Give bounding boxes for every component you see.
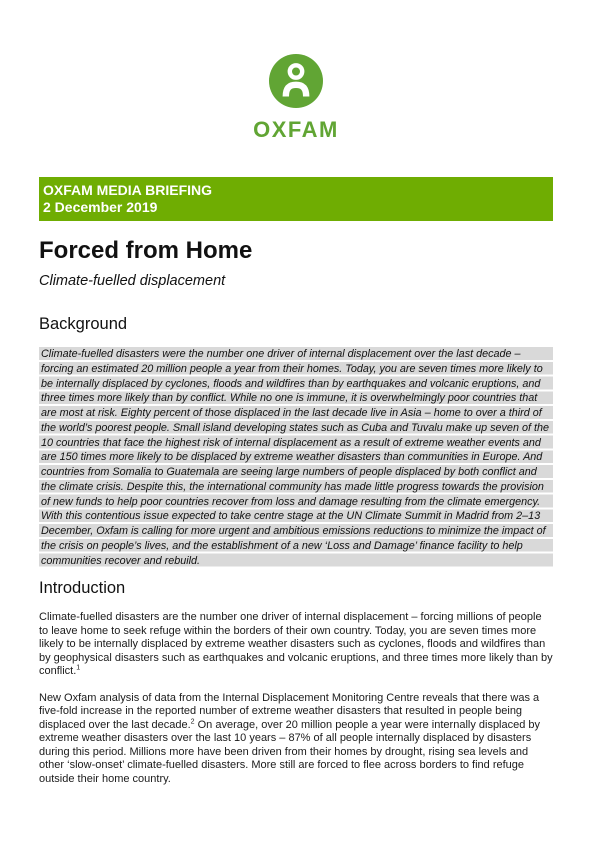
- footnote-ref-2: 2: [190, 718, 195, 726]
- introduction-paragraph-2-text-b: On average, over 20 million people a year were internally displaced by extreme weather disasters over the last 10 years – 87% of all people internally displaced by disasters during this period. Millions more have been driven from their homes by drought, rising sea levels and other ‘slow-onset’ climate-fuelled disasters. More still are forced to flee across borders to find refuge outside their home country.: [39, 718, 541, 785]
- oxfam-logo: [39, 54, 553, 143]
- footnote-ref-1: 1: [76, 664, 81, 672]
- section-heading-background: Background: [39, 315, 128, 333]
- media-briefing-banner: [39, 177, 553, 221]
- introduction-paragraph-2-text-a: New Oxfam analysis of data from the Internal Displacement Monitoring Centre reveals that there was a five-fold increase in the reported number of extreme weather disasters that resulted in people being displaced over the last decade.: [39, 691, 540, 731]
- introduction-paragraph-1: [39, 611, 553, 679]
- page-subtitle: Climate-fuelled displacement: [39, 273, 226, 289]
- introduction-paragraph-2: [39, 692, 553, 787]
- introduction-paragraph-1-text: Climate-fuelled disasters are the number one driver of internal displacement – forcing millions of people to leave home to seek refuge within the borders of their own country. Today, you are seven times more likely to be internally displaced by extreme weather disasters such as cyclones, floods and wildfires than by geophysical disasters such as earthquakes and volcanic eruptions, and three times more likely than by conflict.: [39, 611, 553, 678]
- background-summary-paragraph: Climate-fuelled disasters were the number one driver of internal displacement over the last decade – forcing an estimated 20 million people a year from their homes. Today, you are seven times more likely to be internally displaced by cyclones, floods and wildfires than by earthquakes and volcanic eruptions, and three times more likely than by conflict. While no one is immune, it is overwhelmingly poor countries that are most at risk. Eighty percent of those displaced in the last decade live in Asia – home to over a third of the world’s poorest people. Small island developing states such as Cuba and Tuvalu make up seven of the 10 countries that face the highest risk of internal displacement as a result of extreme weather events and are 150 times more likely to be displaced by extreme weather disasters than communities in Europe. And countries from Somalia to Guatemala are seeing large numbers of people displaced by both conflict and the climate crisis. Despite this, the international community has made little progress towards the provision of new funds to help poor countries recover from loss and damage resulting from the climate emergency. With this contentious issue expected to take centre stage at the UN Climate Summit in Madrid from 2–13 December, Oxfam is calling for more urgent and ambitious emissions reductions to minimize the impact of the crisis on people’s lives, and the establishment of a new ‘Loss and Damage’ finance facility to help communities recover and rebuild.: [39, 347, 553, 568]
- banner-title: OXFAM MEDIA BRIEFING: [43, 182, 213, 198]
- banner-date: 2 December 2019: [43, 198, 158, 215]
- oxfam-logo-icon: [269, 54, 323, 108]
- page-title: Forced from Home: [39, 237, 253, 264]
- section-heading-introduction: Introduction: [39, 579, 126, 598]
- masthead: [39, 0, 553, 143]
- oxfam-wordmark: OXFAM: [253, 117, 339, 142]
